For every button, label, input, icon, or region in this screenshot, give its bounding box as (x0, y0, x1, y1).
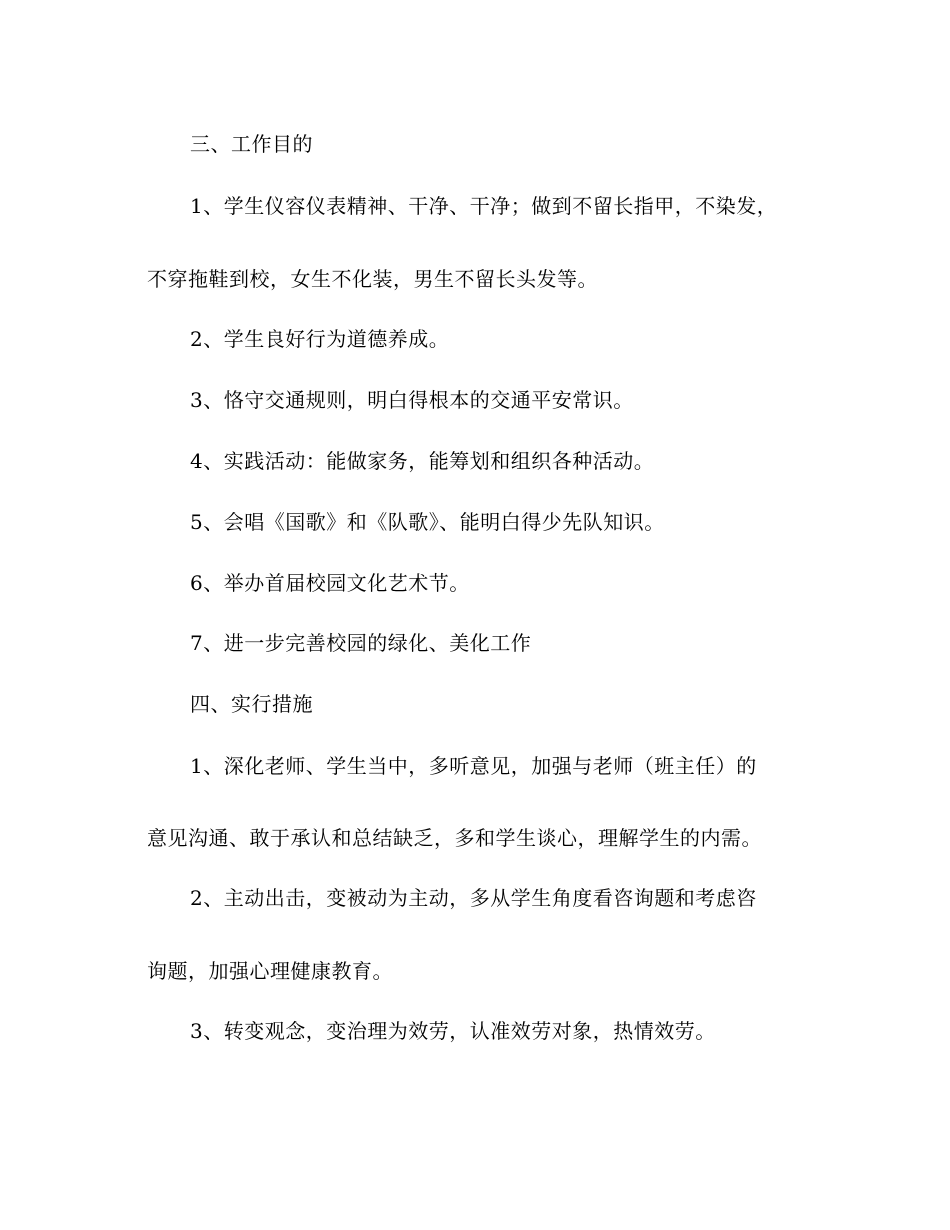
paragraph-line: 2、学生良好行为道德养成。 (190, 327, 450, 351)
paragraph-line: 3、转变观念，变治理为效劳，认准效劳对象，热情效劳。 (190, 1019, 716, 1043)
paragraph-line: 6、举办首届校园文化艺术节。 (190, 571, 470, 595)
paragraph-line: 询题，加强心理健康教育。 (147, 959, 393, 983)
paragraph-line: 1、学生仪容仪表精神、干净、干净；做到不留长指甲，不染发， (190, 194, 778, 218)
section-heading-measures: 四、实行措施 (190, 692, 313, 716)
paragraph-line: 7、进一步完善校园的绿化、美化工作 (190, 631, 532, 655)
paragraph-line: 1、深化老师、学生当中，多听意见，加强与老师（班主任）的 (190, 754, 757, 778)
paragraph-line: 2、主动出击，变被动为主动，多从学生角度看咨询题和考虑咨 (190, 886, 757, 910)
paragraph-line: 5、会唱《国歌》和《队歌》、能明白得少先队知识。 (190, 510, 665, 534)
section-heading-objectives: 三、工作目的 (190, 132, 313, 156)
paragraph-line: 不穿拖鞋到校，女生不化装，男生不留长头发等。 (147, 267, 598, 291)
paragraph-line: 意见沟通、敢于承认和总结缺乏，多和学生谈心，理解学生的内需。 (147, 826, 762, 850)
paragraph-line: 3、恪守交通规则，明白得根本的交通平安常识。 (190, 388, 634, 412)
paragraph-line: 4、实践活动：能做家务，能筹划和组织各种活动。 (190, 449, 655, 473)
